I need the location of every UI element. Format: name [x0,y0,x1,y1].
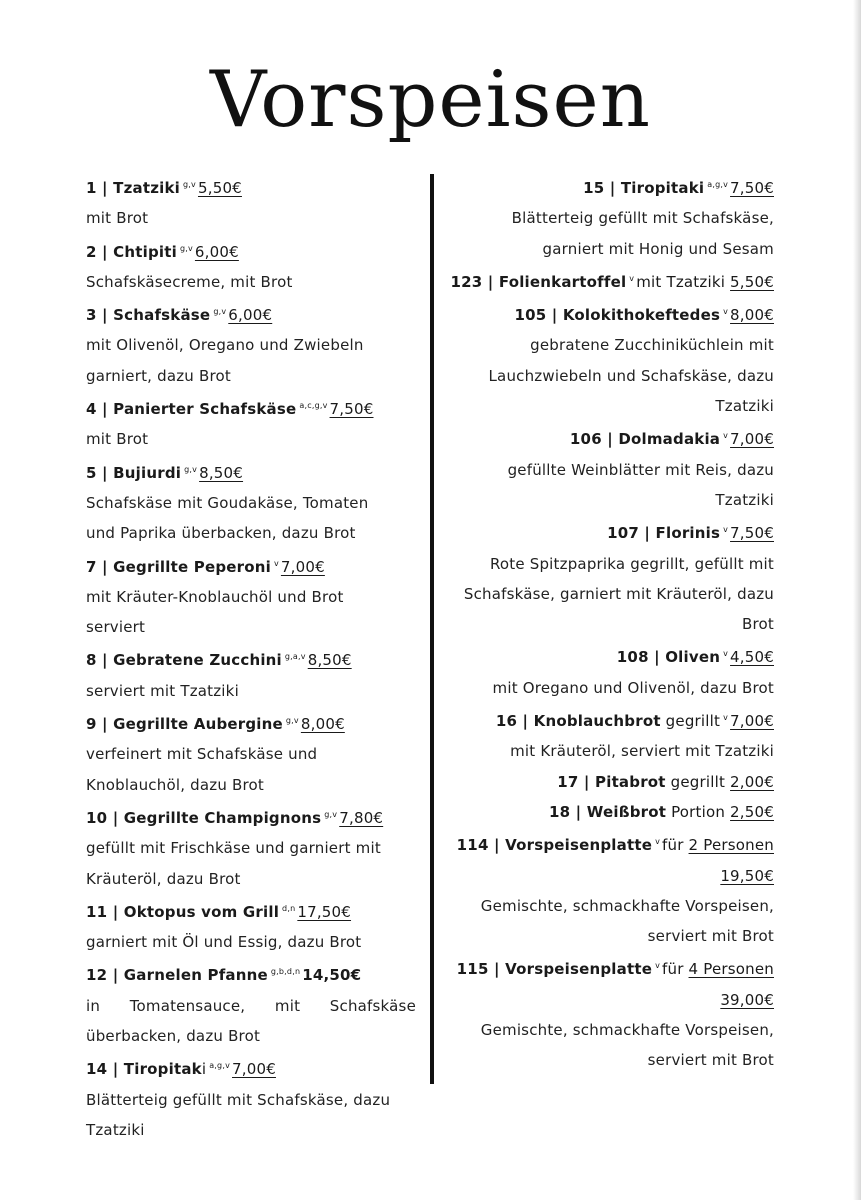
item-price: 6,00€ [194,242,239,261]
item-header [440,951,774,984]
item-extra: für [662,836,684,855]
allergen-tags: d,n [282,903,296,913]
item-name: 10 | Gegrillte Champignons [86,808,322,827]
item-price: 7,00€ [730,712,774,731]
item-extra: für [662,960,684,979]
item-description: garniert, dazu Brot [86,366,231,385]
item-extra: gegrillt [670,772,726,791]
allergen-tags: v [723,431,729,441]
item-price: 7,50€ [730,524,774,543]
item-name: 1 | Tzatziki [86,179,181,197]
menu-item-18 [440,797,774,827]
item-description: Blätterteig gefüllt mit Schafskäse, dazu [86,1090,391,1109]
allergen-tags: a,g,v [209,1061,231,1071]
item-persons: 2 Personen [688,836,774,855]
item-header [86,800,416,833]
allergen-tags: v [723,525,729,535]
item-price: 2,00€ [730,772,774,791]
menu-item-123 [440,264,774,297]
item-description: Schafskäsecreme, mit Brot [86,272,293,291]
item-header [86,894,416,927]
allergen-tags: g,v [179,243,193,253]
item-price: 8,00€ [300,715,345,734]
item-header [86,642,416,675]
item-description: Lauchzwiebeln und Schafskäse, dazu [488,366,774,385]
item-name: 105 | Kolokithokeftedes [514,306,721,325]
item-price: 7,50€ [329,400,374,419]
item-price: 8,50€ [307,651,352,670]
item-name: 115 | Vorspeisenplatte [456,960,653,979]
item-name: 14 | Tiropitak [86,1060,202,1079]
item-description: gefüllt mit Frischkäse und garniert mit [86,839,381,858]
item-name: 3 | Schafskäse [86,306,211,325]
item-description: garniert mit Honig und Sesam [542,239,774,258]
item-description: gefüllte Weinblätter mit Reis, dazu [507,460,774,479]
allergen-tags: v [273,558,279,568]
menu-item-105 [440,297,774,421]
allergen-tags: g,a,v [284,652,306,662]
menu-item-12 [86,957,416,1051]
allergen-tags: g,v [213,307,227,317]
item-name: 7 | Gegrillte Peperoni [86,557,271,576]
item-price: 4,50€ [730,648,774,667]
allergen-tags: a,g,v [707,180,729,189]
item-header [86,391,416,424]
menu-item-106 [440,421,774,515]
item-name: 5 | Bujiurdi [86,463,182,482]
column-divider [430,174,434,1084]
item-header [440,767,774,797]
item-extra: mit Tzatziki [636,272,726,291]
allergen-tags: v [655,961,661,971]
item-name: 123 | Folienkartoffel [450,272,627,291]
menu-column-left [86,170,416,1145]
allergen-tags: g,b,d,n [270,967,301,977]
item-name: 18 | Weißbrot [548,802,667,821]
menu-item-5 [86,455,416,549]
menu-item-11 [86,894,416,958]
item-header [86,234,416,267]
allergen-tags: v [723,307,729,317]
item-price: 2,50€ [730,802,774,821]
menu-item-3 [86,297,416,391]
item-description: Kräuteröl, dazu Brot [86,869,241,888]
item-price: 14,50€ [302,966,362,985]
item-description: serviert [86,618,146,637]
menu-column-right [440,170,774,1076]
allergen-tags: v [655,837,661,847]
allergen-tags: v [723,649,729,659]
allergen-tags: g,v [285,716,299,726]
menu-item-17 [440,767,774,797]
item-header [440,421,774,454]
item-description: serviert mit Brot [647,1051,774,1070]
item-header [440,797,774,827]
item-price: 7,00€ [280,557,325,576]
item-name: 106 | Dolmadakia [569,430,721,449]
item-name: 2 | Chtipiti [86,242,177,261]
item-description: Knoblauchöl, dazu Brot [86,775,264,794]
item-name-tail: i [201,1060,207,1079]
item-price-line [440,861,774,891]
item-description: gebratene Zucchiniküchlein mit [530,336,774,355]
item-description: und Paprika überbacken, dazu Brot [86,524,356,543]
allergen-tags: g,v [183,180,196,189]
item-name: 4 | Panierter Schafskäse [86,400,297,419]
page-edge [853,0,861,1200]
item-price: 5,50€ [730,272,774,291]
item-price: 7,50€ [730,179,774,197]
item-description: überbacken, dazu Brot [86,1027,261,1046]
item-description: Schafskäse, garniert mit Kräuteröl, dazu [463,584,774,603]
item-name: 17 | Pitabrot [557,772,666,791]
item-description: serviert mit Brot [647,927,774,946]
menu-item-4 [86,391,416,455]
item-name: 9 | Gegrillte Aubergine [86,715,283,734]
item-description: mit Kräuteröl, serviert mit Tzatziki [510,742,774,761]
item-price-line [440,985,774,1015]
page-title: Vorspeisen [210,55,651,145]
menu-item-108 [440,639,774,703]
menu-item-16 [440,703,774,767]
item-description: Gemischte, schmackhafte Vorspeisen, [480,896,774,915]
item-description: serviert mit Tzatziki [86,681,239,700]
item-header [440,297,774,330]
item-header [440,170,774,203]
item-price: 39,00€ [720,990,774,1009]
item-header [86,170,416,203]
item-description: Schafskäse mit Goudakäse, Tomaten [86,493,369,512]
item-description: mit Olivenöl, Oregano und Zwiebeln [86,336,364,355]
item-name: 107 | Florinis [607,524,721,543]
item-price: 7,80€ [339,808,384,827]
allergen-tags: g,v [324,809,338,819]
item-header [86,957,416,990]
item-description: Brot [742,615,774,634]
menu-item-9 [86,706,416,800]
item-header [86,297,416,330]
item-description: Tzatziki [715,490,774,509]
menu-item-1 [86,170,416,234]
item-header [86,1051,416,1084]
item-header [440,264,774,297]
allergen-tags: v [723,713,729,723]
menu-item-10 [86,800,416,894]
item-description: garniert mit Öl und Essig, dazu Brot [86,933,362,952]
item-header [440,639,774,672]
item-description: mit Oregano und Olivenöl, dazu Brot [492,678,774,697]
item-extra: Portion [671,802,726,821]
menu-item-115 [440,951,774,1075]
menu-item-14 [86,1051,416,1145]
item-price: 19,50€ [720,866,774,885]
item-description: Tzatziki [715,397,774,416]
menu-item-114 [440,827,774,951]
item-header [86,706,416,739]
item-description: mit Brot [86,209,149,228]
item-name: 114 | Vorspeisenplatte [456,836,653,855]
item-price: 7,00€ [232,1060,276,1079]
item-price: 8,00€ [730,306,774,325]
item-header [86,549,416,582]
item-persons: 4 Personen [688,960,774,979]
item-description: mit Kräuter-Knoblauchöl und Brot [86,587,344,606]
item-price: 5,50€ [197,179,242,197]
item-description: Blätterteig gefüllt mit Schafskäse, [511,209,774,228]
item-header [86,455,416,488]
item-description: Rote Spitzpaprika gegrillt, gefüllt mit [489,554,774,573]
allergen-tags: v [629,273,635,283]
item-price: 8,50€ [199,463,244,482]
item-description: Gemischte, schmackhafte Vorspeisen, [480,1021,774,1040]
item-name: 11 | Oktopus vom Grill [86,902,280,921]
menu-item-2 [86,234,416,298]
menu-item-7 [86,549,416,643]
allergen-tags: g,v [184,464,198,474]
menu-item-107 [440,515,774,639]
item-price: 17,50€ [297,902,352,921]
item-name: 15 | Tiropitaki [583,179,705,197]
item-extra: gegrillt [665,712,721,731]
item-price: 6,00€ [228,306,273,325]
item-header [440,703,774,736]
item-header [440,515,774,548]
item-description: mit Brot [86,430,149,449]
item-header [440,827,774,860]
item-description: in Tomatensauce, mit Schafskäse [86,996,416,1015]
item-description: Tzatziki [86,1120,145,1139]
allergen-tags: a,c,g,v [299,401,328,411]
menu-item-15 [440,170,774,264]
item-description: verfeinert mit Schafskäse und [86,745,318,764]
menu-item-8 [86,642,416,706]
item-price: 7,00€ [730,430,774,449]
item-name: 12 | Garnelen Pfanne [86,966,268,985]
item-name: 16 | Knoblauchbrot [495,712,661,731]
item-name: 108 | Oliven [616,648,721,667]
item-name: 8 | Gebratene Zucchini [86,651,282,670]
